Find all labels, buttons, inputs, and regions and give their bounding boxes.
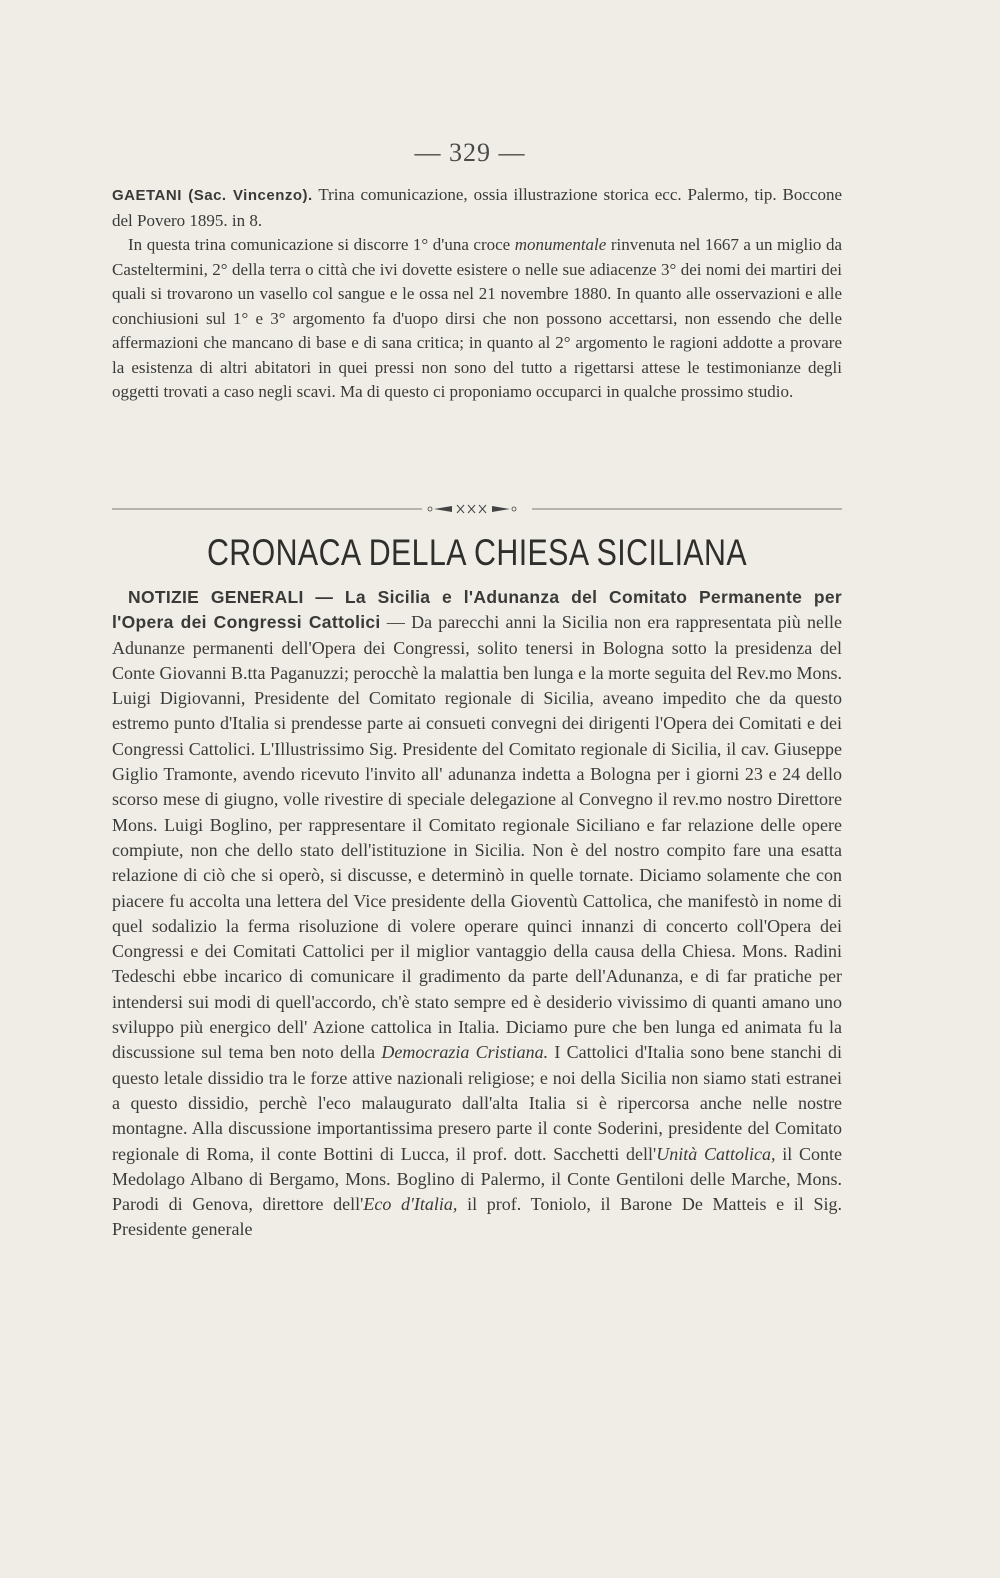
review-author: GAETANI (Sac. Vincenzo).: [112, 187, 313, 204]
review-body: [112, 233, 842, 405]
chronicle-text-2: I Cattolici d'Italia sono bene stanchi di questo letale dissidio tra le forze attive nazionali religiose; e noi della Sicilia non siamo stati estranei a questo dissidio, perchè l'eco malaugurato dall'alta Italia si è ripercorsa anche nelle nostre montagne. Alla discussione importantissima presero parte il conte Soderini, presidente del Comitato regionale di Roma, il conte Bottini di Lucca, il prof. dott. Sacchetti dell': [112, 1042, 843, 1164]
bibliographic-review: [112, 183, 842, 405]
page-number: — 329 —: [414, 138, 526, 167]
review-citation: Trina comunicazione, ossia illustrazione storica ecc. Palermo, tip. Boccone del Povero 1895. in 8.: [112, 185, 843, 230]
chronicle-text-1: — Da parecchi anni la Sicilia non era rappresentata più nelle Adunanze permanenti dell'Opera dei Congressi, solito tenersi in Bologna sotto la presidenza del Conte Giovanni B.tta Paganuzzi; perocchè la malattia ben lunga e la morte seguita del Rev.mo Mons. Luigi Digiovanni, Presidente del Comitato regionale di Sicilia, aveano impedito che da questo estremo punto d'Italia si prendesse parte ai consueti convegni dei dirigenti l'Opera dei Comitati e dei Congressi Cattolici. L'Illustrissimo Sig. Presidente del Comitato regionale di Sicilia, il cav. Giuseppe Giglio Tramonte, avendo ricevuto l'invito all' adunanza indetta a Bologna per i giorni 23 e 24 dello scorso mese di giugno, volle rivestire di speciale delegazione al Convegno il rev.mo nostro Direttore Mons. Luigi Boglino, per rappresentare il Comitato regionale Siciliano e far relazione delle opere compiute, non che dello stato dell'istituzione in Sicilia. Non è del nostro compito fare una esatta relazione di ciò che si operò, si discusse, e determinò in quelle tornate. Diciamo solamente che con piacere fu accolta una lettera del Vice presidente della Gioventù Cattolica, che manifestò in nome di quel sodalizio la ferma risoluzione di volere operare quinci innanzi di concerto coll'Opera dei Congressi e dei Comitati Cattolici per il miglior vantaggio della causa della Chiesa. Mons. Radini Tedeschi ebbe incarico di comunicare il gradimento da parte dell'Adunanza, e di far pratiche per intendersi sui modi di quell'accordo, ch'è stato sempre ed è desiderio vivissimo di quanti amano uno sviluppo più energico dell' Azione cattolica in Italia. Diciamo pure che ben lunga ed animata fu la discussione sul tema ben noto della: [112, 612, 842, 1063]
review-body-italic: monumentale: [514, 235, 607, 254]
chronicle-italic-3: Eco d'Italia,: [363, 1194, 458, 1215]
ornamental-divider: [112, 503, 842, 515]
section-title: CRONACA DELLA CHIESA SICILIANA: [206, 532, 748, 573]
chronicle-text-4: il prof. Toniolo, il Barone De Matteis e il Sig. Presidente generale: [112, 1194, 842, 1240]
section-subheading: — La Sicilia e l'Adunanza del Comitato Permanente per l'Opera dei Congressi Cattolici: [112, 587, 842, 633]
chronicle-paragraph: [112, 585, 842, 1243]
review-body-text-2: rinvenuta nel 1667 a un miglio da Casteltermini, 2° della terra o città che ivi dovette esistere o nelle sue adiacenze 3° dei nomi dei martiri dei quali si trovarono un vasello col sangue e le ossa nel 21 novembre 1880. In quanto alle osservazioni e alle conchiusioni sul 1° e 3° argomento fa d'uopo dirsi che non possono accettarsi, non essendo che delle affermazioni che mancano di base e di sana critica; in quanto al 2° argomento le ragioni addotte a provare la esistenza di altri abitatori in quei pressi non sono del tutto a rigettarsi attese le testimonianze degli oggetti trovati a caso negli scavi. Ma di questo ci proponiamo occuparci in qualche prossimo studio.: [112, 235, 843, 401]
section-heading: NOTIZIE GENERALI: [128, 587, 304, 607]
review-body-text-1: In questa trina comunicazione si discorre 1° d'una croce: [128, 235, 515, 254]
chronicle-italic-1: Democrazia Cristiana.: [381, 1042, 549, 1063]
chronicle-section: [112, 585, 842, 1243]
chronicle-italic-2: Unità Cattolica,: [656, 1143, 776, 1164]
review-paragraph: [112, 183, 842, 233]
chronicle-text-3: il Conte Medolago Albano di Bergamo, Mons. Boglino di Palermo, il Conte Gentiloni delle Marche, Mons. Parodi di Genova, direttore dell': [112, 1143, 842, 1215]
